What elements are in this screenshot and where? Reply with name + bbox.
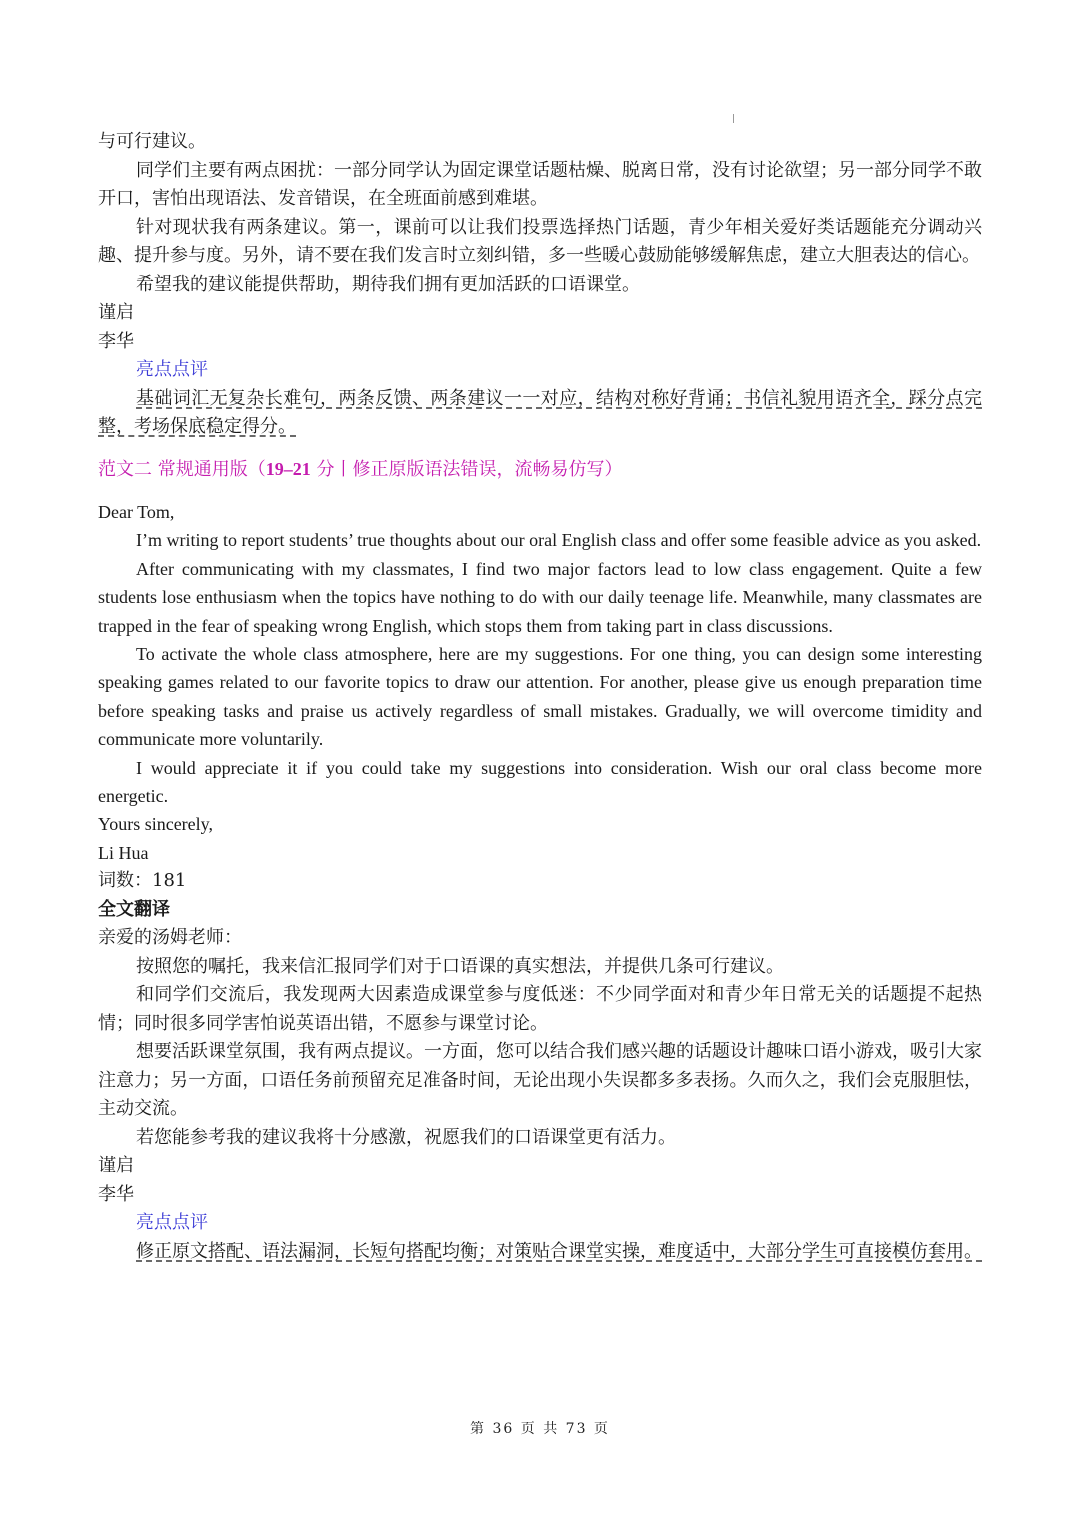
highlight-comment xyxy=(98,385,982,442)
letter-signature: 李华 xyxy=(98,330,134,352)
page-corner-mark xyxy=(733,114,734,123)
highlight-comment-2 xyxy=(98,1238,982,1267)
letter-closing-en: Yours sincerely, xyxy=(98,814,213,835)
translation-paragraph-4: 若您能参考我的建议我将十分感激，祝愿我们的口语课堂更有活力。 xyxy=(136,1126,676,1148)
section-title-score: 19–21 xyxy=(265,458,311,479)
letter-paragraph-1: I’m writing to report students’ true thoughts about our oral English class and offer some feasible advice as you asked. xyxy=(136,530,982,551)
paragraph-problems: 同学们主要有两点困扰：一部分同学认为固定课堂话题枯燥、脱离日常，没有讨论欲望；另一部分同学不敢开口，害怕出现语法、发音错误，在全班面前感到难堪。 xyxy=(98,159,982,209)
translation-closing: 谨启 xyxy=(98,1155,134,1177)
letter-paragraph-2: After communicating with my classmates, I find two major factors lead to low class engagement. Quite a few students lose enthusiasm when the topics have nothing to do with our daily teenage life. Meanwhile, many classmates are trapped in the fear of speaking wrong English, which stops them from taking part in class discussions. xyxy=(98,558,982,636)
highlight-comment-2-text: 修正原文搭配、语法漏洞，长短句搭配均衡；对策贴合课堂实操，难度适中，大部分学生可直接模仿套用。 xyxy=(136,1240,982,1262)
paragraph-continuation: 与可行建议。 xyxy=(98,131,206,152)
letter-closing: 谨启 xyxy=(98,302,134,323)
section-title xyxy=(98,455,982,485)
translation-paragraph-2: 和同学们交流后，我发现两大因素造成课堂参与度低迷：不少同学面对和青少年日常无关的话题提不起热情；同时很多同学害怕说英语出错，不愿参与课堂讨论。 xyxy=(98,984,982,1034)
translation-signature: 李华 xyxy=(98,1183,134,1205)
highlight-comment-text: 基础词汇无复杂长难句，两条反馈、两条建议一一对应，结构对称好背诵；书信礼貌用语齐全，踩分点完整，考场保底稳定得分。 xyxy=(98,387,982,437)
section-title-suffix: 分丨修正原版语法错误，流畅易仿写） xyxy=(310,458,623,480)
translation-paragraph-1: 按照您的嘱托，我来信汇报同学们对于口语课的真实想法，并提供几条可行建议。 xyxy=(136,955,784,977)
paragraph-suggestions: 针对现状我有两条建议。第一，课前可以让我们投票选择热门话题，青少年相关爱好类话题能充分调动兴趣、提升参与度。另外，请不要在我们发言时立刻纠错，多一些暖心鼓励能够缓解焦虑，建立大胆表达的信心。 xyxy=(98,216,982,266)
page-footer: 第 36 页 共 73 页 xyxy=(470,1421,610,1437)
letter-paragraph-4: I would appreciate it if you could take my suggestions into consideration. Wish our oral class become more energetic. xyxy=(98,757,982,807)
translation-greeting: 亲爱的汤姆老师： xyxy=(98,927,242,949)
translation-title: 全文翻译 xyxy=(98,898,170,920)
letter-signature-en: Li Hua xyxy=(98,842,149,863)
section-title-prefix: 范文二 常规通用版（ xyxy=(98,458,266,480)
word-count: 词数：181 xyxy=(98,870,187,892)
highlight-title: 亮点点评 xyxy=(136,359,208,380)
letter-greeting: Dear Tom, xyxy=(98,502,175,522)
document-page xyxy=(98,128,982,1266)
translation-paragraph-3: 想要活跃课堂氛围，我有两点提议。一方面，您可以结合我们感兴趣的话题设计趣味口语小游戏，吸引大家注意力；另一方面，口语任务前预留充足准备时间，无论出现小失误都多多表扬。久而久之，我们会克服胆怯，主动交流。 xyxy=(98,1041,982,1120)
paragraph-hope: 希望我的建议能提供帮助，期待我们拥有更加活跃的口语课堂。 xyxy=(136,273,640,295)
highlight-title-2: 亮点点评 xyxy=(136,1212,208,1234)
letter-paragraph-3: To activate the whole class atmosphere, here are my suggestions. For one thing, you can design some interesting speaking games related to our favorite topics to draw our attention. For another, please give us enough preparation time before speaking tasks and praise us actively regardless of small mistakes. Gradually, we will overcome timidity and communicate more voluntarily. xyxy=(98,644,982,750)
